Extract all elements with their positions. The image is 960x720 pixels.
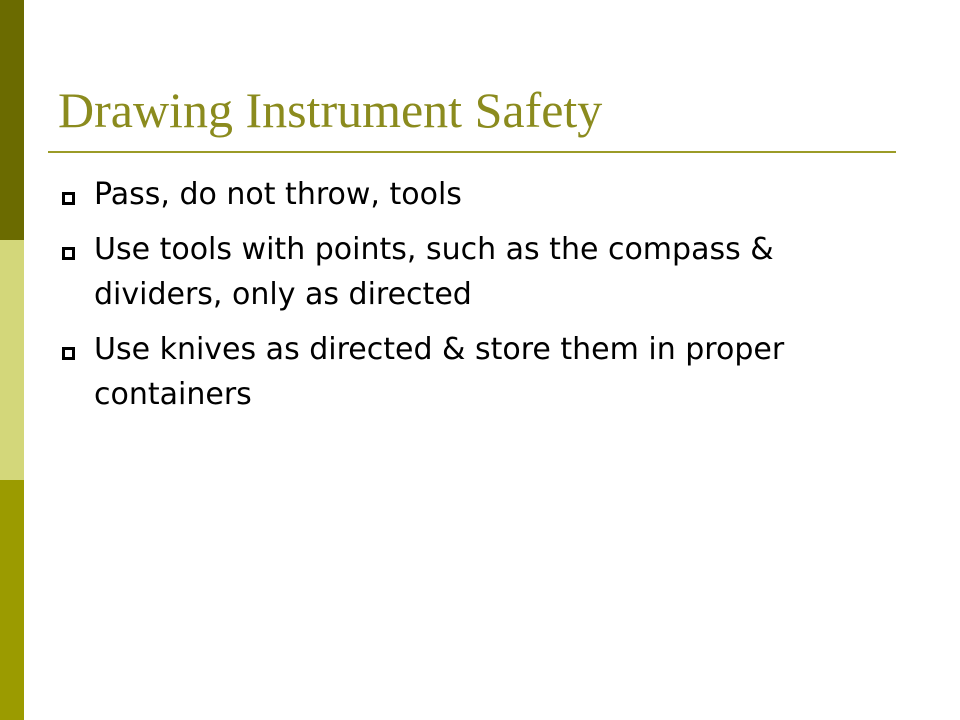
side-bar-light-segment	[0, 240, 24, 480]
side-bar-dark-segment	[0, 0, 24, 240]
bullet-text: Use knives as directed & store them in proper containers	[94, 332, 785, 412]
bullet-item	[60, 327, 860, 417]
slide-title: Drawing Instrument Safety	[58, 82, 603, 138]
hollow-square-bullet-icon	[62, 247, 75, 260]
title-underline-rule	[48, 151, 896, 153]
bullet-item	[60, 172, 860, 217]
hollow-square-bullet-icon	[62, 192, 75, 205]
hollow-square-bullet-icon	[62, 347, 75, 360]
bullet-item	[60, 227, 860, 317]
bullet-list	[60, 172, 860, 427]
bullet-text: Use tools with points, such as the compass & dividers, only as directed	[94, 232, 774, 312]
side-bar-olive-segment	[0, 480, 24, 720]
bullet-text: Pass, do not throw, tools	[94, 177, 462, 212]
